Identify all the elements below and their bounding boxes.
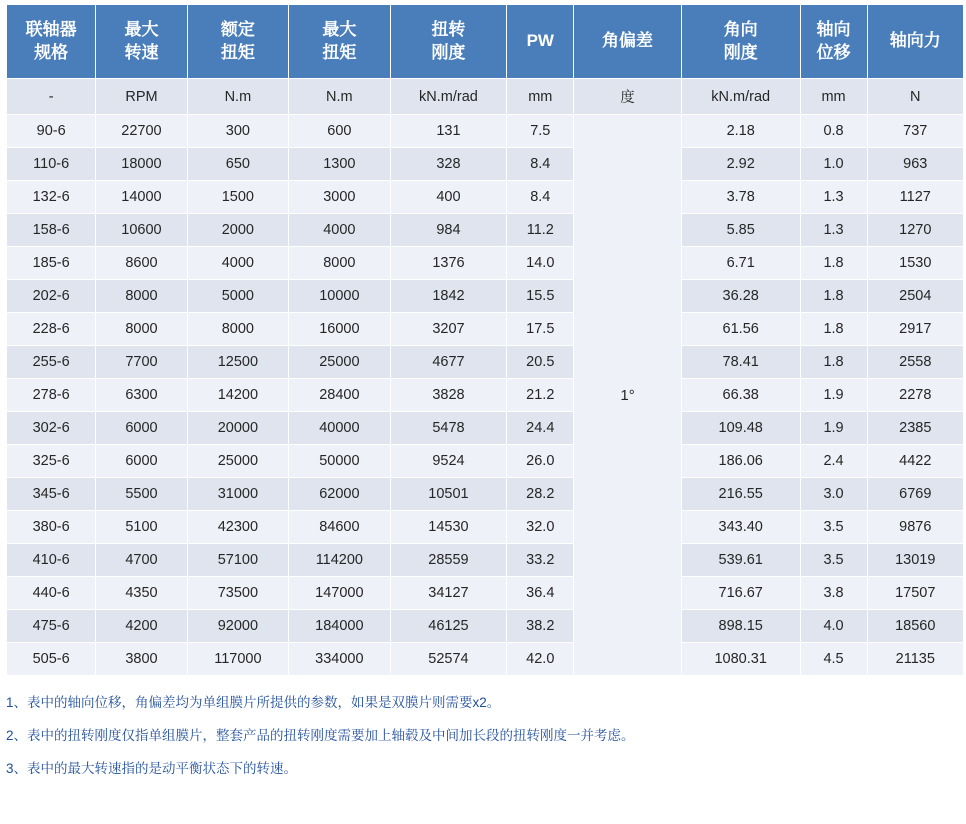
cell-max-torque: 3000 bbox=[289, 181, 390, 214]
cell-spec: 380-6 bbox=[7, 511, 96, 544]
cell-spec: 90-6 bbox=[7, 115, 96, 148]
table-header bbox=[7, 5, 964, 79]
table-row bbox=[7, 610, 964, 643]
cell-max-torque: 84600 bbox=[289, 511, 390, 544]
cell-torsional-stiffness: 52574 bbox=[390, 643, 507, 676]
cell-rated-torque: 300 bbox=[187, 115, 288, 148]
cell-max-speed: 6000 bbox=[96, 445, 187, 478]
cell-spec: 255-6 bbox=[7, 346, 96, 379]
cell-axial-force: 6769 bbox=[867, 478, 963, 511]
cell-pw: 32.0 bbox=[507, 511, 574, 544]
column-header-angular-deviation bbox=[574, 5, 682, 79]
cell-pw: 11.2 bbox=[507, 214, 574, 247]
cell-axial-force: 2385 bbox=[867, 412, 963, 445]
cell-axial-force: 2917 bbox=[867, 313, 963, 346]
cell-axial-force: 18560 bbox=[867, 610, 963, 643]
cell-pw: 21.2 bbox=[507, 379, 574, 412]
cell-axial-force: 4422 bbox=[867, 445, 963, 478]
header-line2: 刚度 bbox=[723, 42, 758, 62]
table-row bbox=[7, 511, 964, 544]
column-header-axial-displacement bbox=[800, 5, 867, 79]
cell-max-torque: 62000 bbox=[289, 478, 390, 511]
header-line2: 扭矩 bbox=[220, 42, 255, 62]
coupling-spec-table bbox=[6, 4, 964, 676]
cell-axial-displacement: 3.5 bbox=[800, 511, 867, 544]
cell-angular-stiffness: 2.18 bbox=[681, 115, 800, 148]
table-row bbox=[7, 544, 964, 577]
header-line1: 额定 bbox=[220, 19, 255, 39]
cell-max-torque: 25000 bbox=[289, 346, 390, 379]
cell-max-speed: 8600 bbox=[96, 247, 187, 280]
cell-axial-displacement: 1.3 bbox=[800, 214, 867, 247]
cell-rated-torque: 12500 bbox=[187, 346, 288, 379]
table-row bbox=[7, 280, 964, 313]
cell-max-speed: 8000 bbox=[96, 313, 187, 346]
cell-max-speed: 6300 bbox=[96, 379, 187, 412]
cell-spec: 475-6 bbox=[7, 610, 96, 643]
cell-max-torque: 16000 bbox=[289, 313, 390, 346]
table-row bbox=[7, 181, 964, 214]
table-row bbox=[7, 643, 964, 676]
table-row bbox=[7, 346, 964, 379]
cell-max-speed: 5500 bbox=[96, 478, 187, 511]
cell-max-speed: 5100 bbox=[96, 511, 187, 544]
header-line1: 轴向 bbox=[816, 19, 851, 39]
cell-spec: 410-6 bbox=[7, 544, 96, 577]
cell-axial-displacement: 1.9 bbox=[800, 412, 867, 445]
unit-torsional-stiffness: kN.m/rad bbox=[390, 79, 507, 115]
cell-spec: 505-6 bbox=[7, 643, 96, 676]
header-line2: 位移 bbox=[816, 42, 851, 62]
cell-spec: 132-6 bbox=[7, 181, 96, 214]
header-text: 角偏差 bbox=[602, 31, 654, 51]
note-2: 2、表中的扭转刚度仅指单组膜片，整套产品的扭转刚度需要加上轴毂及中间加长段的扭转刚度一并考虑。 bbox=[6, 727, 635, 743]
cell-axial-displacement: 4.5 bbox=[800, 643, 867, 676]
cell-axial-force: 2558 bbox=[867, 346, 963, 379]
column-header-spec bbox=[7, 5, 96, 79]
cell-axial-displacement: 1.8 bbox=[800, 280, 867, 313]
cell-spec: 440-6 bbox=[7, 577, 96, 610]
cell-torsional-stiffness: 14530 bbox=[390, 511, 507, 544]
cell-max-speed: 7700 bbox=[96, 346, 187, 379]
cell-max-speed: 18000 bbox=[96, 148, 187, 181]
cell-rated-torque: 25000 bbox=[187, 445, 288, 478]
cell-rated-torque: 92000 bbox=[187, 610, 288, 643]
table-row bbox=[7, 577, 964, 610]
header-row bbox=[7, 5, 964, 79]
cell-max-speed: 8000 bbox=[96, 280, 187, 313]
cell-torsional-stiffness: 3207 bbox=[390, 313, 507, 346]
header-text: 轴向力 bbox=[889, 31, 941, 51]
cell-rated-torque: 14200 bbox=[187, 379, 288, 412]
table-row bbox=[7, 247, 964, 280]
header-line2: 刚度 bbox=[431, 42, 466, 62]
cell-pw: 26.0 bbox=[507, 445, 574, 478]
column-header-rated-torque bbox=[187, 5, 288, 79]
cell-axial-force: 2278 bbox=[867, 379, 963, 412]
cell-angular-stiffness: 61.56 bbox=[681, 313, 800, 346]
cell-max-speed: 14000 bbox=[96, 181, 187, 214]
cell-angular-stiffness: 3.78 bbox=[681, 181, 800, 214]
cell-torsional-stiffness: 5478 bbox=[390, 412, 507, 445]
unit-row bbox=[7, 79, 964, 115]
cell-torsional-stiffness: 10501 bbox=[390, 478, 507, 511]
cell-angular-stiffness: 6.71 bbox=[681, 247, 800, 280]
cell-rated-torque: 20000 bbox=[187, 412, 288, 445]
table-row bbox=[7, 478, 964, 511]
cell-rated-torque: 117000 bbox=[187, 643, 288, 676]
cell-axial-displacement: 1.0 bbox=[800, 148, 867, 181]
cell-angular-stiffness: 898.15 bbox=[681, 610, 800, 643]
cell-spec: 325-6 bbox=[7, 445, 96, 478]
cell-torsional-stiffness: 34127 bbox=[390, 577, 507, 610]
cell-torsional-stiffness: 9524 bbox=[390, 445, 507, 478]
cell-max-speed: 4700 bbox=[96, 544, 187, 577]
cell-pw: 38.2 bbox=[507, 610, 574, 643]
cell-torsional-stiffness: 3828 bbox=[390, 379, 507, 412]
cell-max-torque: 8000 bbox=[289, 247, 390, 280]
cell-rated-torque: 2000 bbox=[187, 214, 288, 247]
cell-angular-stiffness: 5.85 bbox=[681, 214, 800, 247]
table-row bbox=[7, 148, 964, 181]
cell-angular-stiffness: 716.67 bbox=[681, 577, 800, 610]
cell-max-torque: 28400 bbox=[289, 379, 390, 412]
cell-rated-torque: 5000 bbox=[187, 280, 288, 313]
cell-angular-stiffness: 78.41 bbox=[681, 346, 800, 379]
cell-axial-displacement: 3.5 bbox=[800, 544, 867, 577]
cell-angular-stiffness: 36.28 bbox=[681, 280, 800, 313]
cell-pw: 24.4 bbox=[507, 412, 574, 445]
unit-angular-stiffness: kN.m/rad bbox=[681, 79, 800, 115]
note-3: 3、表中的最大转速指的是动平衡状态下的转速。 bbox=[6, 760, 298, 776]
cell-rated-torque: 42300 bbox=[187, 511, 288, 544]
cell-rated-torque: 650 bbox=[187, 148, 288, 181]
cell-spec: 158-6 bbox=[7, 214, 96, 247]
cell-max-speed: 10600 bbox=[96, 214, 187, 247]
cell-pw: 7.5 bbox=[507, 115, 574, 148]
cell-spec: 185-6 bbox=[7, 247, 96, 280]
cell-pw: 8.4 bbox=[507, 181, 574, 214]
cell-max-speed: 22700 bbox=[96, 115, 187, 148]
cell-axial-displacement: 2.4 bbox=[800, 445, 867, 478]
cell-rated-torque: 31000 bbox=[187, 478, 288, 511]
cell-max-torque: 184000 bbox=[289, 610, 390, 643]
cell-torsional-stiffness: 4677 bbox=[390, 346, 507, 379]
cell-torsional-stiffness: 328 bbox=[390, 148, 507, 181]
cell-axial-force: 9876 bbox=[867, 511, 963, 544]
unit-spec: - bbox=[7, 79, 96, 115]
cell-spec: 278-6 bbox=[7, 379, 96, 412]
cell-axial-force: 737 bbox=[867, 115, 963, 148]
cell-max-torque: 1300 bbox=[289, 148, 390, 181]
cell-spec: 202-6 bbox=[7, 280, 96, 313]
cell-pw: 17.5 bbox=[507, 313, 574, 346]
cell-angular-stiffness: 539.61 bbox=[681, 544, 800, 577]
cell-pw: 15.5 bbox=[507, 280, 574, 313]
cell-spec: 345-6 bbox=[7, 478, 96, 511]
table-body bbox=[7, 79, 964, 676]
cell-torsional-stiffness: 1376 bbox=[390, 247, 507, 280]
cell-angular-stiffness: 1080.31 bbox=[681, 643, 800, 676]
cell-torsional-stiffness: 1842 bbox=[390, 280, 507, 313]
cell-max-torque: 334000 bbox=[289, 643, 390, 676]
unit-pw: mm bbox=[507, 79, 574, 115]
cell-torsional-stiffness: 28559 bbox=[390, 544, 507, 577]
cell-angular-stiffness: 2.92 bbox=[681, 148, 800, 181]
note-1: 1、表中的轴向位移，角偏差均为单组膜片所提供的参数，如果是双膜片则需要x2。 bbox=[6, 695, 501, 710]
column-header-max-torque bbox=[289, 5, 390, 79]
cell-axial-displacement: 1.8 bbox=[800, 247, 867, 280]
cell-pw: 8.4 bbox=[507, 148, 574, 181]
column-header-angular-stiffness bbox=[681, 5, 800, 79]
table-row bbox=[7, 214, 964, 247]
cell-pw: 42.0 bbox=[507, 643, 574, 676]
cell-axial-force: 1530 bbox=[867, 247, 963, 280]
column-header-torsional-stiffness bbox=[390, 5, 507, 79]
header-line1: 角向 bbox=[723, 19, 758, 39]
cell-max-speed: 4350 bbox=[96, 577, 187, 610]
notes-section bbox=[6, 694, 962, 779]
cell-max-torque: 114200 bbox=[289, 544, 390, 577]
cell-max-torque: 40000 bbox=[289, 412, 390, 445]
unit-max-speed: RPM bbox=[96, 79, 187, 115]
cell-spec: 110-6 bbox=[7, 148, 96, 181]
unit-max-torque: N.m bbox=[289, 79, 390, 115]
cell-angular-stiffness: 343.40 bbox=[681, 511, 800, 544]
header-line1: 扭转 bbox=[431, 19, 466, 39]
cell-axial-force: 21135 bbox=[867, 643, 963, 676]
cell-angular-stiffness: 66.38 bbox=[681, 379, 800, 412]
cell-max-torque: 600 bbox=[289, 115, 390, 148]
cell-torsional-stiffness: 984 bbox=[390, 214, 507, 247]
table-row bbox=[7, 379, 964, 412]
cell-spec: 228-6 bbox=[7, 313, 96, 346]
column-header-axial-force bbox=[867, 5, 963, 79]
cell-spec: 302-6 bbox=[7, 412, 96, 445]
cell-angular-stiffness: 216.55 bbox=[681, 478, 800, 511]
cell-rated-torque: 8000 bbox=[187, 313, 288, 346]
cell-angular-stiffness: 109.48 bbox=[681, 412, 800, 445]
cell-pw: 36.4 bbox=[507, 577, 574, 610]
header-text: PW bbox=[526, 31, 554, 51]
unit-axial-force: N bbox=[867, 79, 963, 115]
cell-axial-force: 2504 bbox=[867, 280, 963, 313]
cell-axial-displacement: 1.8 bbox=[800, 346, 867, 379]
header-line2: 转速 bbox=[124, 42, 159, 62]
unit-angular-deviation: 度 bbox=[574, 79, 682, 115]
header-line2: 扭矩 bbox=[322, 42, 357, 62]
cell-max-speed: 3800 bbox=[96, 643, 187, 676]
cell-axial-displacement: 3.0 bbox=[800, 478, 867, 511]
cell-axial-force: 963 bbox=[867, 148, 963, 181]
cell-rated-torque: 4000 bbox=[187, 247, 288, 280]
cell-rated-torque: 57100 bbox=[187, 544, 288, 577]
header-line1: 联轴器 bbox=[25, 19, 77, 39]
cell-pw: 14.0 bbox=[507, 247, 574, 280]
cell-axial-displacement: 3.8 bbox=[800, 577, 867, 610]
cell-max-speed: 6000 bbox=[96, 412, 187, 445]
unit-rated-torque: N.m bbox=[187, 79, 288, 115]
table-row bbox=[7, 445, 964, 478]
cell-axial-force: 17507 bbox=[867, 577, 963, 610]
cell-max-speed: 4200 bbox=[96, 610, 187, 643]
cell-axial-force: 13019 bbox=[867, 544, 963, 577]
cell-max-torque: 10000 bbox=[289, 280, 390, 313]
cell-torsional-stiffness: 400 bbox=[390, 181, 507, 214]
cell-axial-displacement: 4.0 bbox=[800, 610, 867, 643]
column-header-max-speed bbox=[96, 5, 187, 79]
cell-max-torque: 4000 bbox=[289, 214, 390, 247]
cell-rated-torque: 73500 bbox=[187, 577, 288, 610]
cell-pw: 33.2 bbox=[507, 544, 574, 577]
cell-pw: 20.5 bbox=[507, 346, 574, 379]
cell-pw: 28.2 bbox=[507, 478, 574, 511]
table-row bbox=[7, 115, 964, 148]
cell-axial-displacement: 0.8 bbox=[800, 115, 867, 148]
cell-max-torque: 50000 bbox=[289, 445, 390, 478]
unit-axial-displacement: mm bbox=[800, 79, 867, 115]
cell-axial-force: 1270 bbox=[867, 214, 963, 247]
cell-axial-force: 1127 bbox=[867, 181, 963, 214]
cell-axial-displacement: 1.3 bbox=[800, 181, 867, 214]
table-row bbox=[7, 412, 964, 445]
cell-torsional-stiffness: 131 bbox=[390, 115, 507, 148]
cell-axial-displacement: 1.8 bbox=[800, 313, 867, 346]
header-line1: 最大 bbox=[322, 19, 357, 39]
header-line1: 最大 bbox=[124, 19, 159, 39]
column-header-pw bbox=[507, 5, 574, 79]
cell-angular-stiffness: 186.06 bbox=[681, 445, 800, 478]
cell-angular-deviation: 1° bbox=[574, 115, 682, 676]
cell-rated-torque: 1500 bbox=[187, 181, 288, 214]
cell-axial-displacement: 1.9 bbox=[800, 379, 867, 412]
cell-torsional-stiffness: 46125 bbox=[390, 610, 507, 643]
table-row bbox=[7, 313, 964, 346]
cell-max-torque: 147000 bbox=[289, 577, 390, 610]
header-line2: 规格 bbox=[34, 42, 69, 62]
